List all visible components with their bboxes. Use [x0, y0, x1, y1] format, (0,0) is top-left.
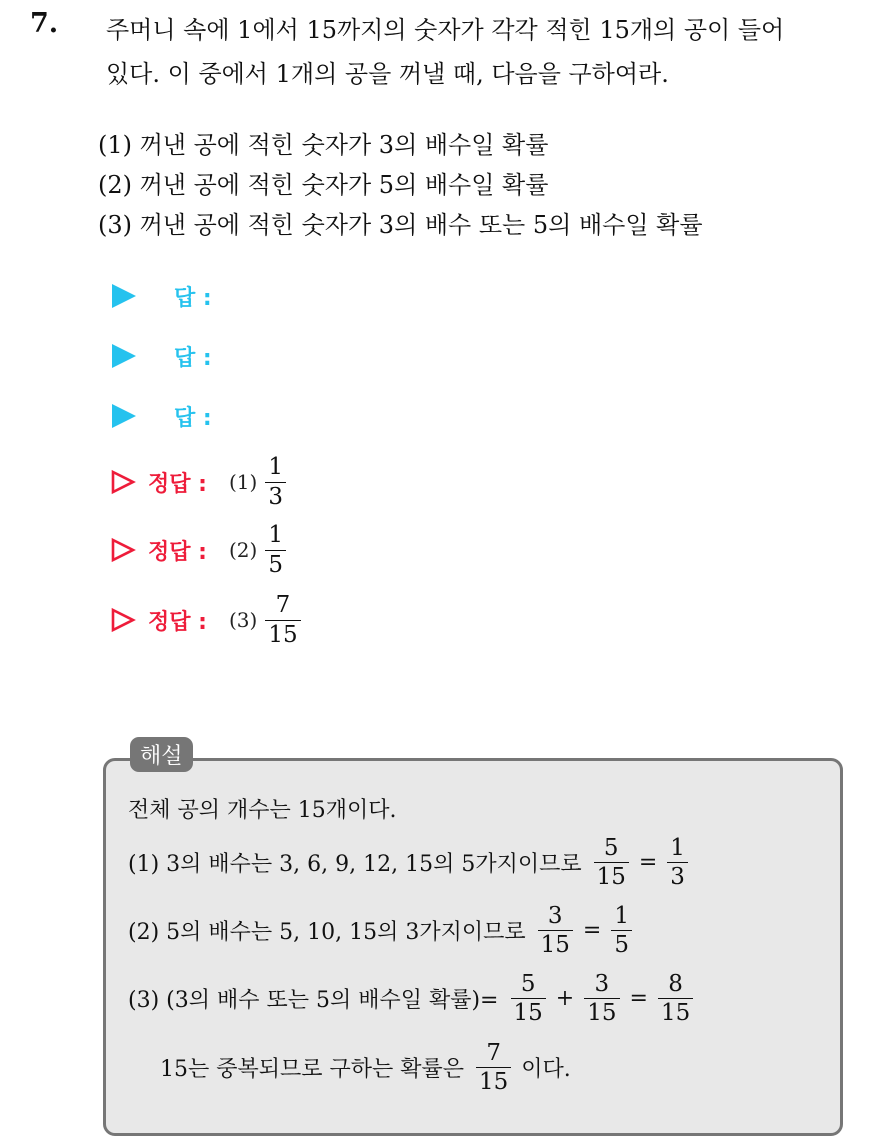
solution-row-2: [110, 518, 290, 582]
numerator: 1: [268, 454, 283, 481]
denominator: 5: [265, 550, 286, 577]
sub-question-3: (3) 꺼낸 공에 적힌 숫자가 3의 배수 또는 5의 배수일 확률: [98, 211, 703, 239]
solution-fraction: [265, 523, 286, 576]
solution-row-1: [110, 450, 290, 514]
solution-row-3: [110, 588, 305, 652]
hollow-triangle-icon: [110, 537, 136, 563]
answer-label: 답 :: [174, 345, 212, 371]
denominator: 15: [476, 1067, 511, 1094]
question-line: 있다. 이 중에서 1개의 공을 꺼낼 때, 다음을 구하여라.: [106, 60, 669, 88]
numerator: 7: [486, 1040, 501, 1066]
explanation-text: (3) (3의 배수 또는 5의 배수일 확률)=: [128, 988, 499, 1014]
explanation-text: (1) 3의 배수는 3, 6, 9, 12, 15의 5가지이므로: [128, 852, 582, 878]
explanation-text: (2) 5의 배수는 5, 10, 15의 3가지이므로: [128, 920, 526, 946]
answer-label: 답 :: [174, 285, 212, 311]
fraction: [511, 972, 546, 1025]
solution-fraction: [265, 455, 286, 508]
explanation-line-4: [160, 1041, 571, 1094]
question-text: [106, 8, 876, 96]
denominator: 15: [511, 998, 546, 1025]
numerator: 1: [268, 522, 283, 549]
fraction: [658, 972, 693, 1025]
explanation-text: 전체 공의 개수는 15개이다.: [128, 798, 397, 823]
sub-question-1: (1) 꺼낸 공에 적힌 숫자가 3의 배수일 확률: [98, 131, 549, 159]
denominator: 15: [594, 862, 629, 889]
fraction: [476, 1041, 511, 1094]
fraction: [584, 972, 619, 1025]
explanation-line-2: [128, 904, 636, 957]
solution-part: (3): [228, 608, 258, 632]
explanation-text-end: 이다.: [521, 1057, 571, 1083]
denominator: 3: [667, 862, 688, 889]
play-icon: [112, 284, 136, 308]
question-number: 7.: [30, 8, 59, 39]
explanation-intro: [128, 793, 397, 824]
denominator: 15: [584, 998, 619, 1025]
numerator: 5: [603, 835, 619, 861]
numerator: 7: [275, 592, 291, 619]
solution-fraction: [265, 593, 300, 646]
sub-question-list: [98, 125, 703, 245]
fraction: [538, 904, 573, 957]
numerator: 1: [614, 903, 629, 929]
solution-label: 정답 :: [148, 471, 207, 497]
hollow-triangle-icon: [110, 607, 136, 633]
numerator: 1: [670, 835, 685, 861]
denominator: 5: [611, 930, 632, 957]
fraction: [594, 836, 629, 889]
play-icon: [112, 404, 136, 428]
plus-sign: +: [555, 986, 575, 1012]
answer-row-1[interactable]: [112, 276, 212, 316]
solution-label: 정답 :: [148, 609, 207, 635]
explanation-line-3: [128, 972, 697, 1025]
denominator: 15: [265, 620, 300, 647]
numerator: 5: [520, 971, 536, 997]
answer-row-3[interactable]: [112, 396, 212, 436]
fraction: [611, 904, 632, 957]
equals-sign: =: [582, 918, 602, 944]
solution-label: 정답 :: [148, 539, 207, 565]
numerator: 3: [594, 971, 610, 997]
equals-sign: =: [629, 986, 648, 1012]
numerator: 3: [547, 903, 563, 929]
solution-part: (1): [228, 470, 258, 494]
denominator: 3: [265, 482, 286, 509]
sub-question-2: (2) 꺼낸 공에 적힌 숫자가 5의 배수일 확률: [98, 171, 549, 199]
answer-label: 답 :: [174, 405, 212, 431]
play-icon: [112, 344, 136, 368]
fraction: [667, 836, 688, 889]
question-line: 주머니 속에 1에서 15까지의 숫자가 각각 적힌 15개의 공이 들어: [106, 16, 785, 44]
solution-part: (2): [228, 538, 258, 562]
explanation-line-1: [128, 836, 692, 889]
explanation-text: 15는 중복되므로 구하는 확률은: [160, 1057, 464, 1083]
numerator: 8: [668, 971, 683, 997]
denominator: 15: [538, 930, 573, 957]
explanation-tag: 해설: [130, 737, 193, 772]
denominator: 15: [658, 998, 693, 1025]
equals-sign: =: [638, 850, 658, 876]
answer-row-2[interactable]: [112, 336, 212, 376]
hollow-triangle-icon: [110, 469, 136, 495]
